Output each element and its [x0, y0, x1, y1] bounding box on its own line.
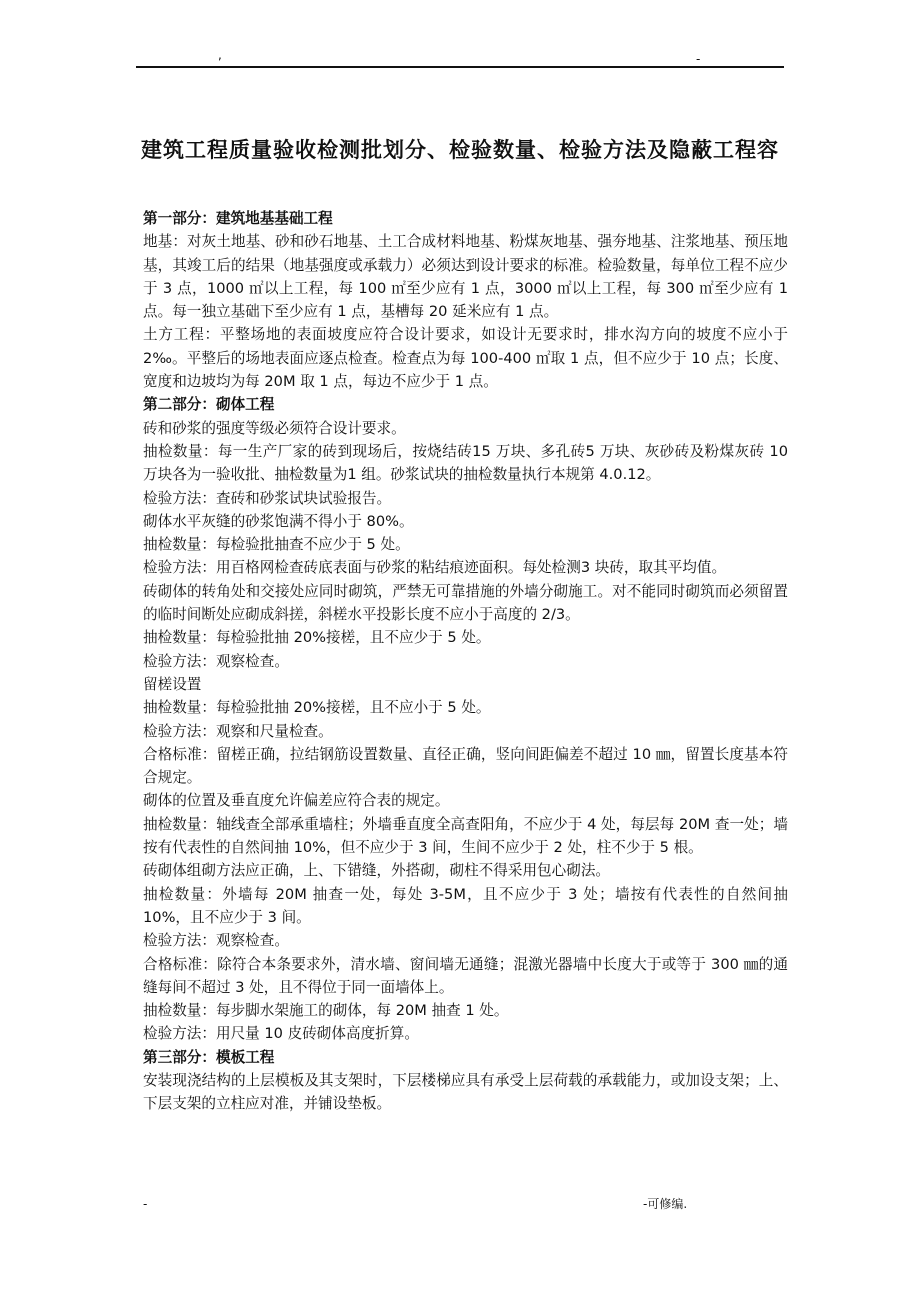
paragraph: 土方工程：平整场地的表面坡度应符合设计要求，如设计无要求时，排水沟方向的坡度不应小于 2‰。平整后的场地表面应逐点检查。检查点为每 100-400 ㎡取 1 点，但不应少于 10 点；长度、宽度和边坡均为每 20M 取 1 点，每边不应少于 1 点。 [143, 326, 788, 391]
paragraph: 检验方法：观察检查。 [143, 652, 289, 670]
section-heading: 第三部分：模板工程 [143, 1048, 275, 1066]
paragraph: 砌体的位置及垂直度允许偏差应符合表的规定。 [143, 792, 450, 810]
header-left-mark: , [218, 48, 222, 62]
paragraph: 检验方法：观察检查。 [143, 932, 289, 950]
paragraph: 砌体水平灰缝的砂浆饱满不得小于 80%。 [143, 512, 414, 530]
paragraph: 抽检数量：每检验批抽查不应少于 5 处。 [143, 536, 410, 554]
paragraph: 抽检数量：每检验批抽 20%接槎，且不应小于 5 处。 [143, 699, 491, 717]
paragraph: 抽检数量：外墙每 20M 抽查一处，每处 3-5M，且不应少于 3 处；墙按有代表性的自然间抽 10%，且不应少于 3 间。 [143, 885, 788, 926]
paragraph: 砖砌体组砌方法应正确，上、下错缝，外搭砌，砌柱不得采用包心砌法。 [143, 862, 611, 880]
document-body [143, 207, 788, 1116]
document-title: 建筑工程质量验收检测批划分、检验数量、检验方法及隐蔽工程容 [141, 138, 779, 162]
paragraph: 抽检数量：每一生产厂家的砖到现场后，按烧结砖15 万块、多孔砖5 万块、灰砂砖及粉煤灰砖 10 万块各为一验收批、抽检数量为1 组。砂浆试块的抽检数量执行本规第 4.0.12。 [143, 442, 788, 484]
paragraph: 地基：对灰土地基、砂和砂石地基、土工合成材料地基、粉煤灰地基、强夯地基、注浆地基、预压地基，其竣工后的结果（地基强度或承载力）必须达到设计要求的标准。检验数量，每单位工程不应少于 3 点，1000 ㎡以上工程，每 100 ㎡至少应有 1 点，3000 ㎡以上工程，每 300 ㎡至少应有 1 点。每一独立基础下至少应有 1 点，基槽每 20 延米应有 1 点。 [143, 233, 788, 321]
footer-left-mark: - [143, 1197, 148, 1211]
paragraph: 抽检数量：轴线查全部承重墙柱；外墙垂直度全高查阳角，不应少于 4 处，每层每 20M 查一处；墙按有代表性的自然间抽 10%，但不应少于 3 间，生间不应少于 2 处，柱不少于 5 根。 [143, 815, 788, 857]
paragraph: 安装现浇结构的上层模板及其支架时，下层楼梯应具有承受上层荷载的承载能力，或加设支架；上、下层支架的立柱应对准，并铺设垫板。 [143, 1071, 788, 1113]
paragraph: 抽检数量：每检验批抽 20%接槎，且不应少于 5 处。 [143, 629, 491, 647]
paragraph: 检验方法：用百格网检查砖底表面与砂浆的粘结痕迹面积。每处检测3 块砖，取其平均值。 [143, 559, 727, 577]
paragraph: 砖和砂浆的强度等级必须符合设计要求。 [143, 419, 406, 437]
header-rule [136, 66, 784, 68]
paragraph: 检验方法：查砖和砂浆试块试验报告。 [143, 489, 392, 507]
paragraph: 检验方法：观察和尺量检查。 [143, 722, 333, 740]
paragraph: 检验方法：用尺量 10 皮砖砌体高度折算。 [143, 1025, 419, 1043]
paragraph: 抽检数量：每步脚水架施工的砌体，每 20M 抽查 1 处。 [143, 1002, 509, 1020]
header-right-mark: - [696, 52, 701, 66]
paragraph: 留槎设置 [143, 675, 202, 693]
paragraph: 砖砌体的转角处和交接处应同时砌筑，严禁无可靠措施的外墙分砌施工。对不能同时砌筑而必须留置的临时间断处应砌成斜搓，斜槎水平投影长度不应小于高度的 2/3。 [143, 582, 788, 624]
section-heading: 第二部分：砌体工程 [143, 396, 275, 414]
paragraph: 合格标准：除符合本条要求外，清水墙、窗间墙无通缝；混激光器墙中长度大于或等于 300 ㎜的通缝每间不超过 3 处，且不得位于同一面墙体上。 [143, 955, 788, 996]
footer-note: -可修编. [643, 1197, 688, 1211]
section-heading: 第一部分：建筑地基基础工程 [143, 210, 333, 227]
paragraph: 合格标准：留槎正确，拉结钢筋设置数量、直径正确，竖向间距偏差不超过 10 ㎜，留置长度基本符合规定。 [143, 745, 788, 787]
